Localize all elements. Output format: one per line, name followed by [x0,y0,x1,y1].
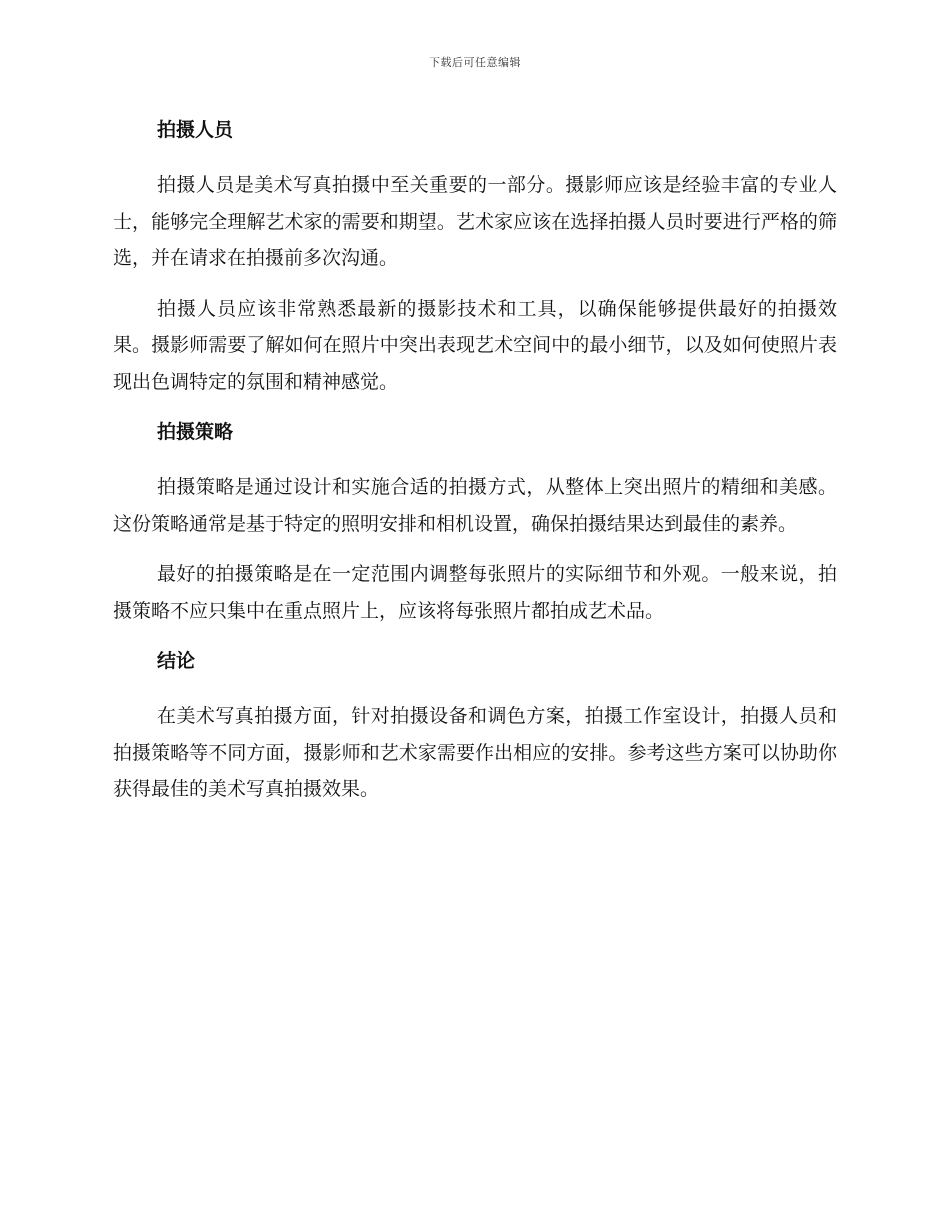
paragraph: 在美术写真拍摄方面，针对拍摄设备和调色方案，拍摄工作室设计，拍摄人员和拍摄策略等不同方面，摄影师和艺术家需要作出相应的安排。参考这些方案可以协助你获得最佳的美术写真拍摄效果。 [113,705,837,800]
paragraph: 拍摄策略是通过设计和实施合适的拍摄方式，从整体上突出照片的精细和美感。这份策略通常是基于特定的照明安排和相机设置，确保拍摄结果达到最佳的素养。 [113,476,837,535]
section-conclusion [113,643,837,808]
paragraph: 拍摄人员应该非常熟悉最新的摄影技术和工具，以确保能够提供最好的拍摄效果。摄影师需要了解如何在照片中突出表现艺术空间中的最小细节，以及如何使照片表现出色调特定的氛围和精神感觉。 [113,297,837,393]
section-heading: 结论 [157,650,196,672]
header-note: 下载后可任意编辑 [429,56,521,69]
paragraph: 拍摄人员是美术写真拍摄中至关重要的一部分。摄影师应该是经验丰富的专业人士，能够完全理解艺术家的需要和期望。艺术家应该在选择拍摄人员时要进行严格的筛选，并在请求在拍摄前多次沟通。 [113,174,837,269]
section-heading: 拍摄策略 [157,421,234,443]
section-heading: 拍摄人员 [157,119,234,141]
document-body [113,112,837,822]
paragraph: 最好的拍摄策略是在一定范围内调整每张照片的实际细节和外观。一般来说，拍摄策略不应只集中在重点照片上，应该将每张照片都拍成艺术品。 [113,563,837,622]
section-personnel [113,112,837,400]
section-strategy [113,414,837,629]
